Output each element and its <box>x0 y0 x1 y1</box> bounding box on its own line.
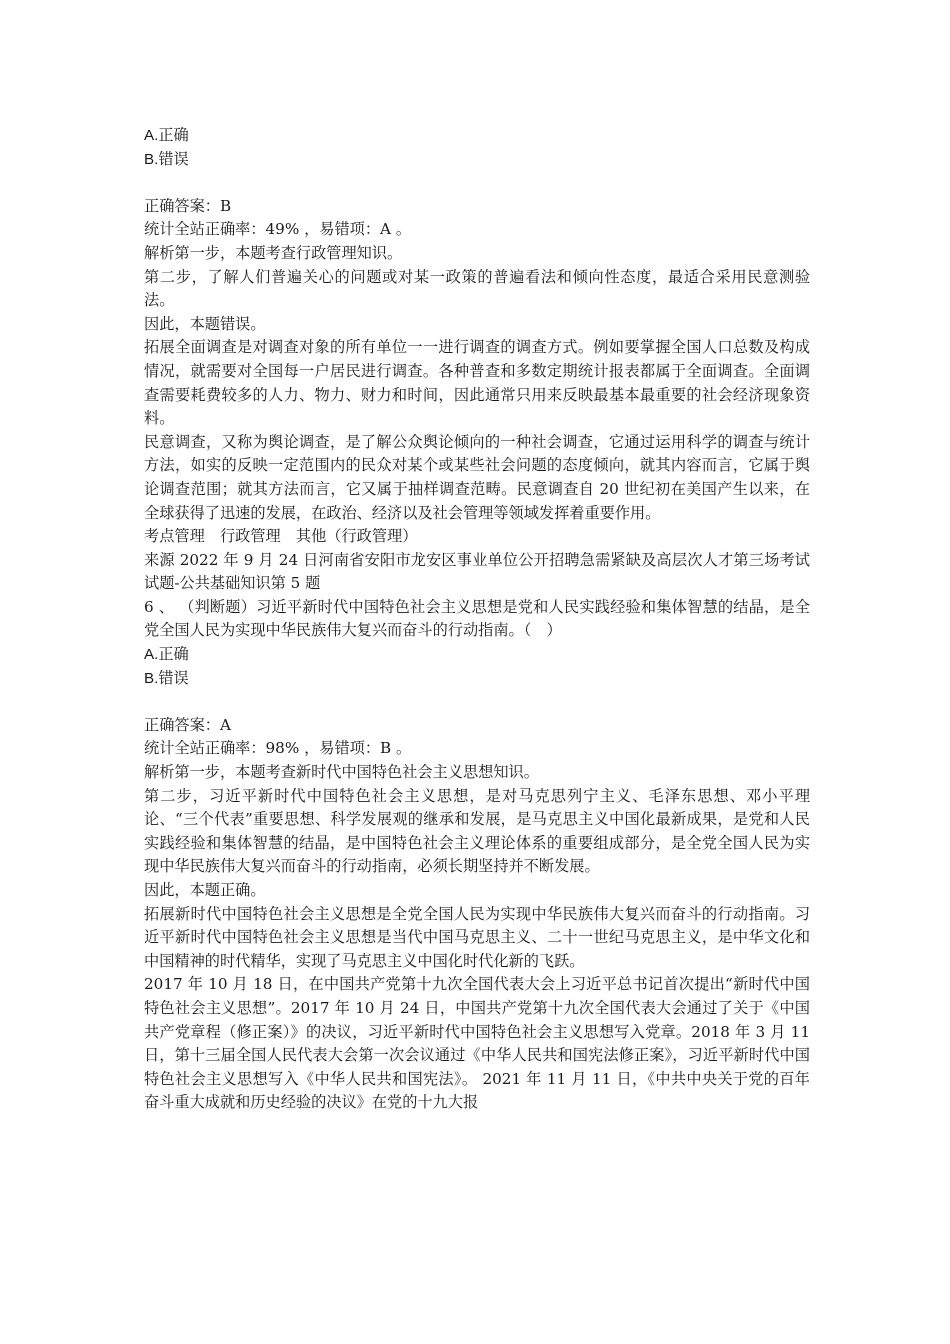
q5-conclusion: 因此，本题错误。 <box>144 314 266 333</box>
q5-analysis-step2: 第二步，了解人们普遍关心的问题或对某一政策的普遍看法和倾向性态度，最适合采用民意测验法。 <box>144 267 810 310</box>
q6-extension-1: 拓展新时代中国特色社会主义思想是全党全国人民为实现中华民族伟大复兴而奋斗的行动指南。习近平新时代中国特色社会主义思想是当代中国马克思主义、二十一世纪马克思主义，是中华文化和中国精神的时代精华，实现了马克思主义中国化时代化新的飞跃。 <box>144 904 810 970</box>
q6-stats: 统计全站正确率：98% ，易错项：B 。 <box>144 739 412 758</box>
q5-option-b: B.错误 <box>144 150 189 168</box>
q6-answer: 正确答案：A <box>144 715 231 734</box>
q6-option-b: B.错误 <box>144 669 189 687</box>
q5-extension-1: 拓展全面调查是对调查对象的所有单位一一进行调查的调查方式。例如要掌握全国人口总数及构成情况，就需要对全国每一户居民进行调查。各种普查和多数定期统计报表都属于全面调查。全面调查需要耗费较多的人力、物力、财力和时间，因此通常只用来反映最基本最重要的社会经济现象资料。 <box>144 338 810 428</box>
q6-analysis-step1: 解析第一步，本题考查新时代中国特色社会主义思想知识。 <box>144 763 539 782</box>
q5-extension-2: 民意调查，又称为舆论调查，是了解公众舆论倾向的一种社会调查，它通过运用科学的调查与统计方法，如实的反映一定范围内的民众对某个或某些社会问题的态度倾向，就其内容而言，它属于舆论调查范围；就其方法而言，它又属于抽样调查范畴。民意调查自 20 世纪初在美国产生以来，在全球获得了迅速的发展，在政治、经济以及社会管理等领域发挥着重要作用。 <box>144 432 810 522</box>
q5-answer: 正确答案：B <box>144 196 232 215</box>
q5-stats: 统计全站正确率：49% ，易错项：A 。 <box>144 220 412 239</box>
q5-option-a: A.正确 <box>144 127 189 144</box>
q6-extension-2: 2017 年 10 月 18 日，在中国共产党第十九次全国代表大会上习近平总书记首次提出“新时代中国特色社会主义思想”。2017 年 10 月 24 日，中国共产党第十九次全国代表大会通过了关于《中国共产党章程（修正案）》的决议，习近平新时代中国特色社会主义思想写入党章。2018 年 3 月 11 日，第十三届全国人民代表大会第一次会议通过《中华人民共和国宪法修正案》，习近平新时代中国特色社会主义思想写入《中华人民共和国宪法》。 2021 年 11 月 11 日，《中共中央关于党的百年奋斗重大成就和历史经验的决议》在党的十九大报 <box>144 975 810 1112</box>
document-page <box>144 124 810 1115</box>
q6-conclusion: 因此，本题正确。 <box>144 881 266 899</box>
q6-option-a: A.正确 <box>144 646 189 664</box>
q5-source: 来源 2022 年 9 月 24 日河南省安阳市龙安区事业单位公开招聘急需紧缺及高层次人才第三场考试试题-公共基础知识第 5 题 <box>144 550 810 593</box>
q6-analysis-step2: 第二步，习近平新时代中国特色社会主义思想，是对马克思列宁主义、毛泽东思想、邓小平理论、“三个代表”重要思想、科学发展观的继承和发展，是马克思主义中国化最新成果，是党和人民实践经验和集体智慧的结晶，是中国特色社会主义理论体系的重要组成部分，是全党全国人民为实现中华民族伟大复兴而奋斗的行动指南，必须长期坚持并不断发展。 <box>144 786 810 876</box>
q5-analysis-step1: 解析第一步，本题考查行政管理知识。 <box>144 243 403 262</box>
q5-knowledge-point: 考点管理 行政管理 其他（行政管理） <box>144 527 418 546</box>
spacer <box>144 690 810 714</box>
spacer <box>144 171 810 195</box>
q6-question: 6 、 （判断题）习近平新时代中国特色社会主义思想是党和人民实践经验和集体智慧的结晶，是全党全国人民为实现中华民族伟大复兴而奋斗的行动指南。（ ） <box>144 597 810 640</box>
